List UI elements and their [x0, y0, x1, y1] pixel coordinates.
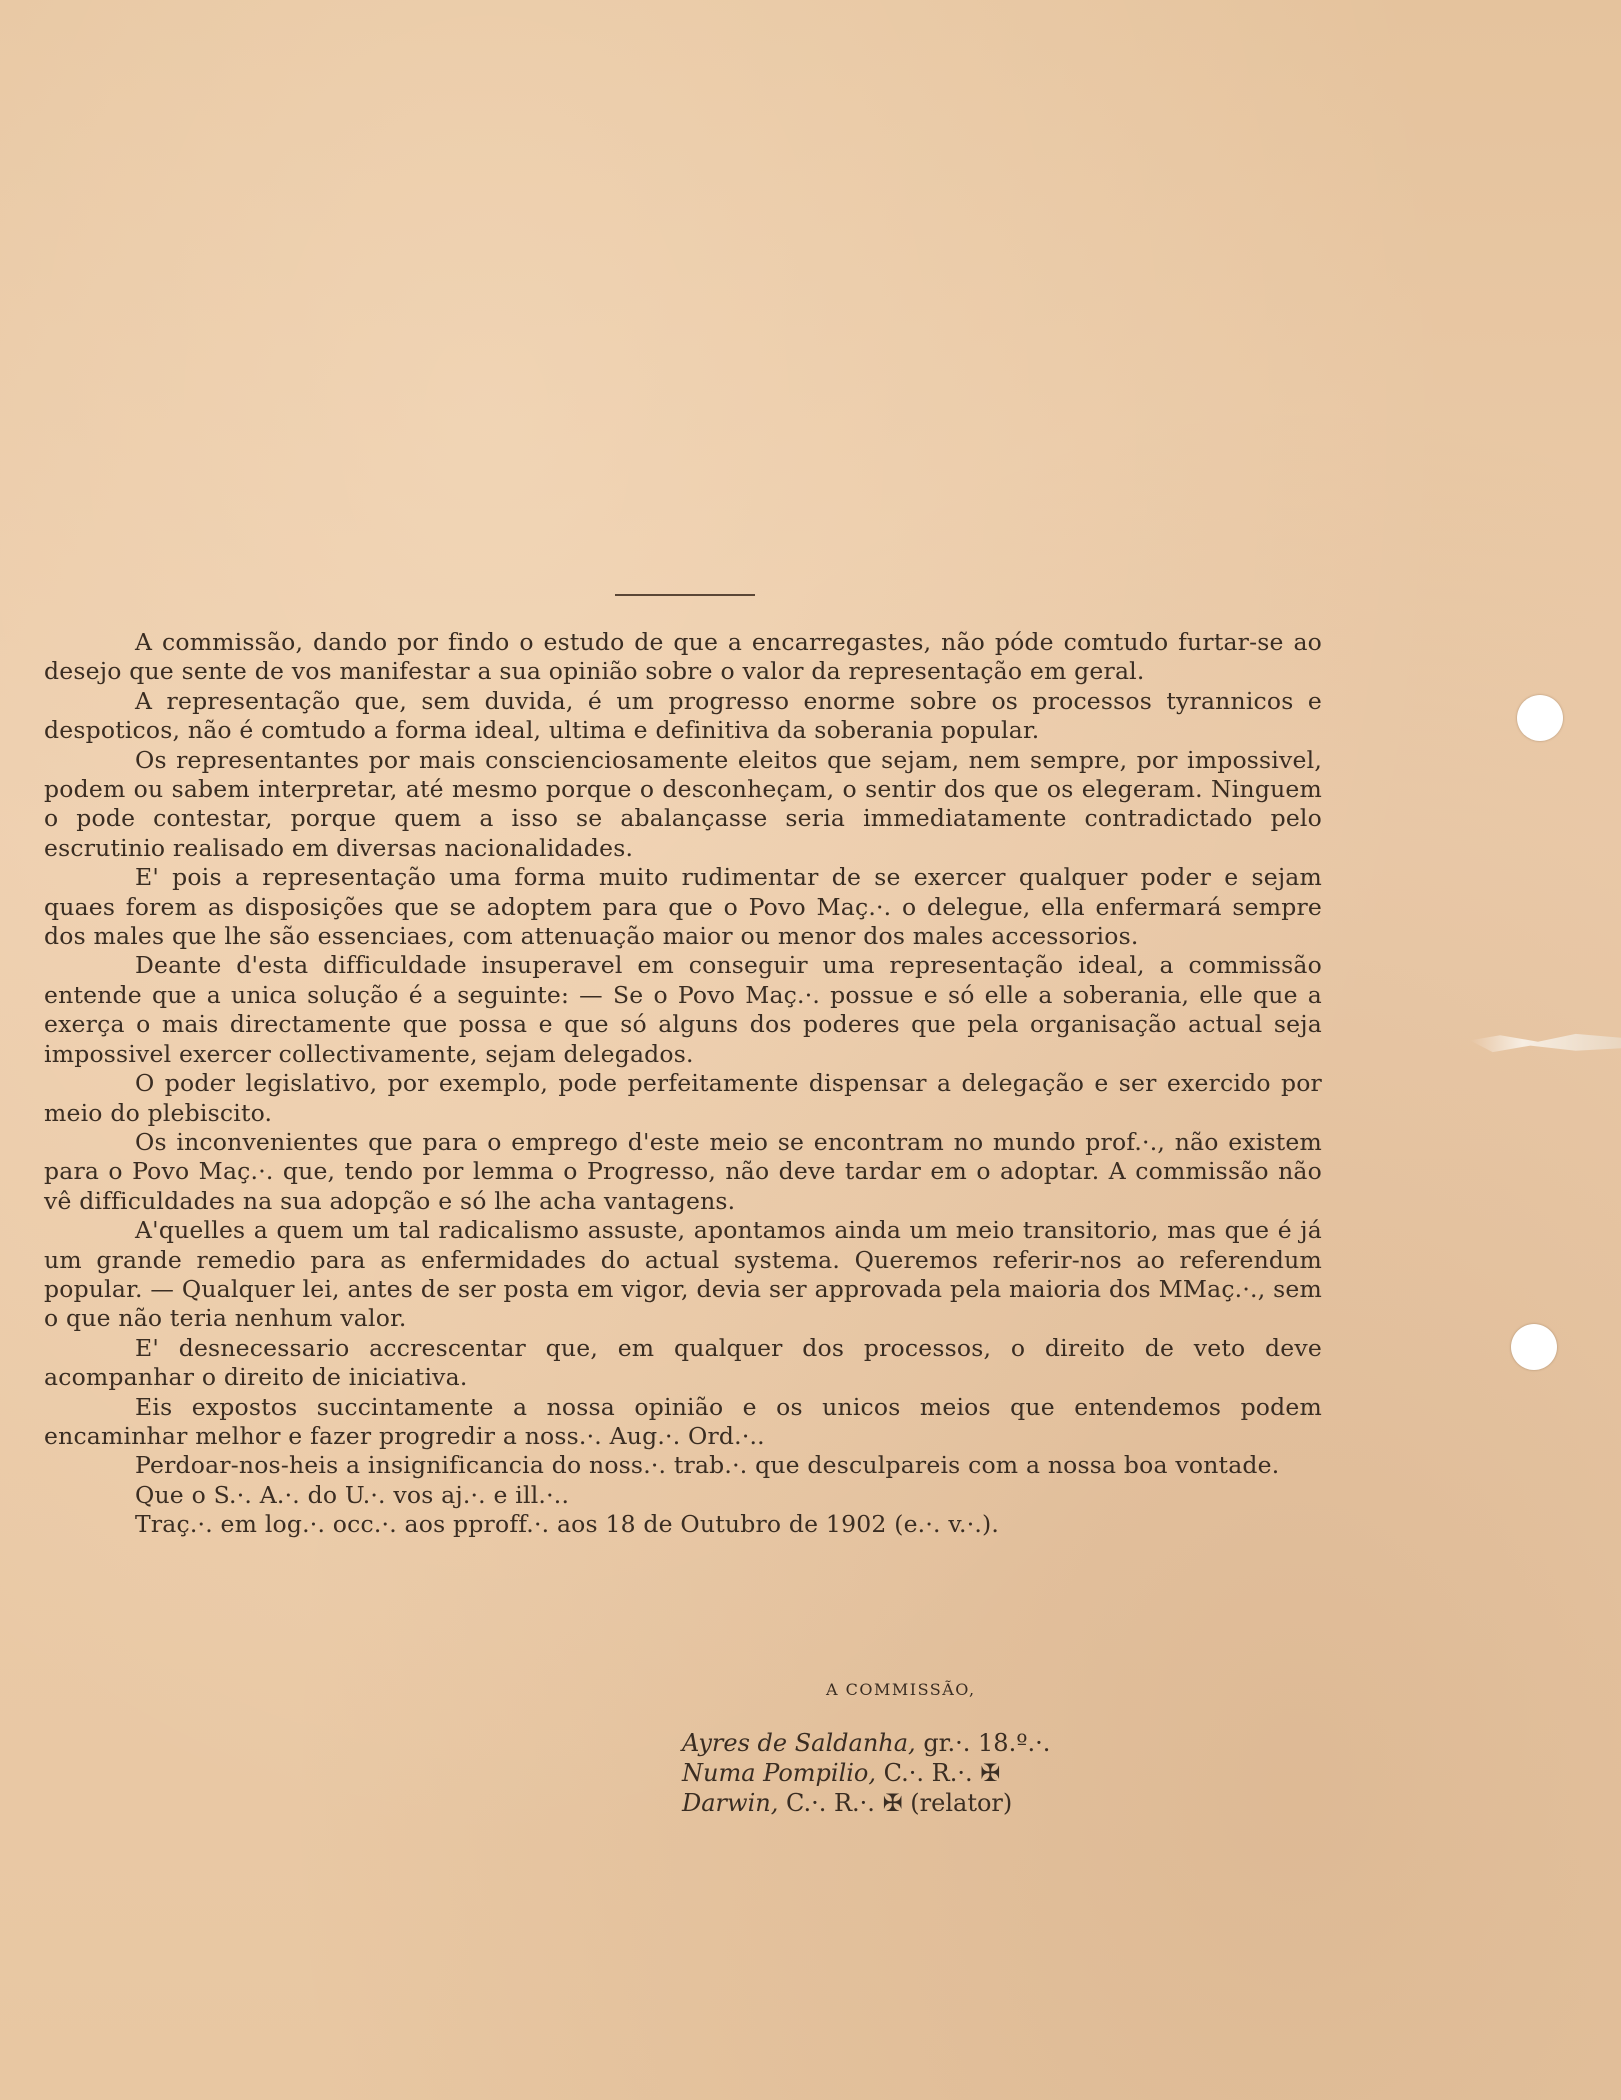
signatory-line — [682, 1788, 1050, 1818]
signatory-title: C.·. R.·. ✠ — [876, 1759, 1001, 1787]
paragraph: Eis expostos succintamente a nossa opinião e os unicos meios que entendemos podem encaminhar melhor e fazer progredir a noss.·. Aug.·. Ord.·.. — [44, 1392, 1322, 1450]
punch-hole — [1517, 695, 1563, 741]
signatory-name: Numa Pompilio, — [682, 1759, 877, 1787]
paragraph: Perdoar-nos-heis a insignificancia do noss.·. trab.·. que desculpareis com a nossa boa vontade. — [135, 1451, 1280, 1480]
signatory-list — [682, 1728, 1050, 1818]
paragraph: Que o S.·. A.·. do U.·. vos aj.·. e ill.·.. — [135, 1480, 570, 1509]
signatory-name: Ayres de Saldanha, — [682, 1729, 916, 1757]
paragraph: O poder legislativo, por exemplo, pode perfeitamente dispensar a delegação e ser exercido por meio do plebiscito. — [44, 1069, 1322, 1127]
paragraph: Traç.·. em log.·. occ.·. aos pproff.·. aos 18 de Outubro de 1902 (e.·. v.·.). — [135, 1510, 1000, 1539]
paragraph: E' desnecessario accrescentar que, em qualquer dos processos, o direito de veto deve acompanhar o direito de iniciativa. — [44, 1333, 1322, 1392]
signatory-line — [682, 1758, 1050, 1788]
paragraph: Os representantes por mais conscienciosamente eleitos que sejam, nem sempre, por impossivel, podem ou sabem interpretar, até mesmo porque o desconheçam, o sentir dos que os elegeram. Ninguem o pode contestar, porque quem a isso se abalançasse seria immediatamente contradictado pelo escrutinio realisado em diversas nacionalidades. — [44, 745, 1322, 862]
signatory-line — [682, 1728, 1050, 1758]
body-text — [44, 628, 1322, 1540]
paper-tear — [1470, 1030, 1621, 1056]
signatory-name: Darwin, — [682, 1789, 779, 1817]
paragraph: A commissão, dando por findo o estudo de que a encarregastes, não póde comtudo furtar-se ao desejo que sente de vos manifestar a sua opinião sobre o valor da representação em geral. — [44, 628, 1322, 686]
signatory-title: C.·. R.·. ✠ (relator) — [778, 1789, 1013, 1817]
top-divider — [615, 594, 755, 596]
signature-heading: A COMMISSÃO, — [826, 1680, 976, 1699]
punch-hole — [1511, 1324, 1557, 1370]
signatory-title: gr.·. 18.º.·. — [915, 1729, 1051, 1757]
paragraph: A representação que, sem duvida, é um progresso enorme sobre os processos tyrannicos e despoticos, não é comtudo a forma ideal, ultima e definitiva da soberania popular. — [44, 686, 1322, 745]
paragraph: Deante d'esta difficuldade insuperavel em conseguir uma representação ideal, a commissão entende que a unica solução é a seguinte: — Se o Povo Maç.·. possue e só elle a soberania, elle que a exerça o mais directamente que possa e que só alguns dos poderes que pela organisação actual seja impossivel exercer collectivamente, sejam delegados. — [44, 951, 1322, 1068]
paragraph: Os inconvenientes que para o emprego d'este meio se encontram no mundo prof.·., não existem para o Povo Maç.·. que, tendo por lemma o Progresso, não deve tardar em o adoptar. A commissão não vê difficuldades na sua adopção e só lhe acha vantagens. — [44, 1127, 1322, 1215]
paragraph: A'quelles a quem um tal radicalismo assuste, apontamos ainda um meio transitorio, mas que é já um grande remedio para as enfermidades do actual systema. Queremos referir-nos ao referendum popular. — Qualquer lei, antes de ser posta em vigor, devia ser approvada pela maioria dos MMaç.·., sem o que não teria nenhum valor. — [44, 1216, 1322, 1333]
paragraph: E' pois a representação uma forma muito rudimentar de se exercer qualquer poder e sejam quaes forem as disposições que se adoptem para que o Povo Maç.·. o delegue, ella enfermará sempre dos males que lhe são essenciaes, com attenuação maior ou menor dos males accessorios. — [44, 863, 1322, 951]
